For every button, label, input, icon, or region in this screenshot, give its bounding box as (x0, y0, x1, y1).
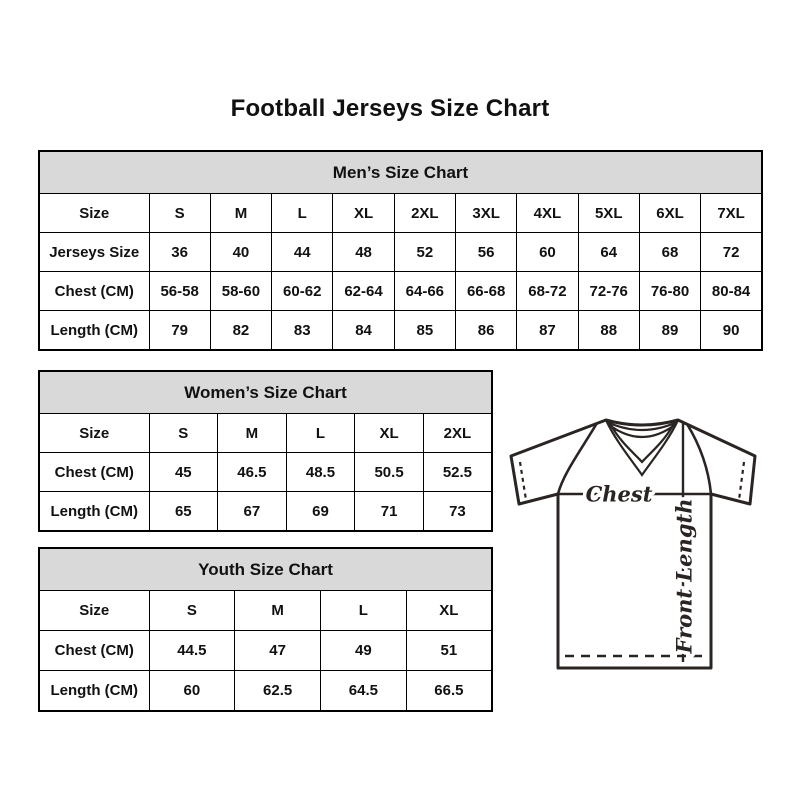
column-header-cell: L (321, 591, 407, 631)
column-header-cell: M (218, 414, 287, 453)
size-value-cell: 62-64 (333, 272, 394, 311)
size-value-cell: 73 (423, 492, 492, 532)
column-header-cell: 7XL (701, 194, 762, 233)
column-header-cell: XL (355, 414, 424, 453)
table-row (39, 272, 762, 311)
table-title-row (39, 548, 492, 591)
size-value-cell: 56 (455, 233, 516, 272)
size-value-cell: 50.5 (355, 453, 424, 492)
column-header-cell: S (149, 591, 235, 631)
size-value-cell: 66-68 (455, 272, 516, 311)
size-value-cell: 65 (149, 492, 218, 532)
row-label-cell: Size (39, 194, 149, 233)
table-title-row (39, 151, 762, 194)
table-row (39, 311, 762, 351)
column-header-cell: XL (406, 591, 492, 631)
jersey-measurement-diagram (503, 410, 763, 674)
row-label-cell: Length (CM) (39, 671, 149, 712)
size-value-cell: 52 (394, 233, 455, 272)
table-title: Women’s Size Chart (39, 371, 492, 414)
size-value-cell: 86 (455, 311, 516, 351)
size-value-cell: 52.5 (423, 453, 492, 492)
column-header-cell: M (210, 194, 271, 233)
size-table (38, 150, 763, 351)
size-value-cell: 68-72 (517, 272, 578, 311)
size-value-cell: 90 (701, 311, 762, 351)
size-value-cell: 69 (286, 492, 355, 532)
column-header-cell: 6XL (639, 194, 700, 233)
front-length-label: Front Length (671, 498, 697, 654)
size-value-cell: 51 (406, 631, 492, 671)
size-value-cell: 56-58 (149, 272, 210, 311)
size-value-cell: 76-80 (639, 272, 700, 311)
size-value-cell: 71 (355, 492, 424, 532)
size-value-cell: 58-60 (210, 272, 271, 311)
row-label-cell: Size (39, 591, 149, 631)
column-header-cell: 4XL (517, 194, 578, 233)
size-value-cell: 64 (578, 233, 639, 272)
size-value-cell: 60 (517, 233, 578, 272)
table-header-row (39, 591, 492, 631)
size-value-cell: 40 (210, 233, 271, 272)
size-value-cell: 80-84 (701, 272, 762, 311)
size-value-cell: 36 (149, 233, 210, 272)
jersey-outline (511, 420, 755, 668)
mens-size-chart-table (38, 150, 763, 351)
size-value-cell: 89 (639, 311, 700, 351)
size-value-cell: 46.5 (218, 453, 287, 492)
row-label-cell: Chest (CM) (39, 272, 149, 311)
size-value-cell: 60 (149, 671, 235, 712)
size-value-cell: 72 (701, 233, 762, 272)
size-value-cell: 82 (210, 311, 271, 351)
table-row (39, 453, 492, 492)
column-header-cell: L (272, 194, 333, 233)
size-value-cell: 48 (333, 233, 394, 272)
womens-size-chart-table (38, 370, 493, 532)
size-value-cell: 72-76 (578, 272, 639, 311)
table-row (39, 631, 492, 671)
row-label-cell: Size (39, 414, 149, 453)
column-header-cell: L (286, 414, 355, 453)
size-value-cell: 44 (272, 233, 333, 272)
size-value-cell: 48.5 (286, 453, 355, 492)
size-value-cell: 68 (639, 233, 700, 272)
size-value-cell: 85 (394, 311, 455, 351)
column-header-cell: S (149, 414, 218, 453)
youth-size-chart-table (38, 547, 493, 712)
size-value-cell: 79 (149, 311, 210, 351)
column-header-cell: 2XL (394, 194, 455, 233)
column-header-cell: 3XL (455, 194, 516, 233)
size-value-cell: 49 (321, 631, 407, 671)
size-value-cell: 44.5 (149, 631, 235, 671)
chest-label: Chest (585, 481, 653, 507)
row-label-cell: Chest (CM) (39, 631, 149, 671)
column-header-cell: XL (333, 194, 394, 233)
size-value-cell: 64-66 (394, 272, 455, 311)
table-row (39, 233, 762, 272)
table-title: Youth Size Chart (39, 548, 492, 591)
page-title: Football Jerseys Size Chart (230, 95, 550, 122)
row-label-cell: Chest (CM) (39, 453, 149, 492)
column-header-cell: 5XL (578, 194, 639, 233)
row-label-cell: Jerseys Size (39, 233, 149, 272)
size-value-cell: 87 (517, 311, 578, 351)
table-title-row (39, 371, 492, 414)
table-header-row (39, 414, 492, 453)
size-value-cell: 60-62 (272, 272, 333, 311)
size-value-cell: 47 (235, 631, 321, 671)
size-value-cell: 67 (218, 492, 287, 532)
table-row (39, 492, 492, 532)
column-header-cell: S (149, 194, 210, 233)
table-row (39, 671, 492, 712)
row-label-cell: Length (CM) (39, 311, 149, 351)
size-value-cell: 66.5 (406, 671, 492, 712)
table-header-row (39, 194, 762, 233)
size-table (38, 547, 493, 712)
size-value-cell: 83 (272, 311, 333, 351)
size-value-cell: 64.5 (321, 671, 407, 712)
size-value-cell: 62.5 (235, 671, 321, 712)
size-value-cell: 45 (149, 453, 218, 492)
size-table (38, 370, 493, 532)
column-header-cell: 2XL (423, 414, 492, 453)
table-title: Men’s Size Chart (39, 151, 762, 194)
size-value-cell: 88 (578, 311, 639, 351)
row-label-cell: Length (CM) (39, 492, 149, 532)
column-header-cell: M (235, 591, 321, 631)
size-value-cell: 84 (333, 311, 394, 351)
